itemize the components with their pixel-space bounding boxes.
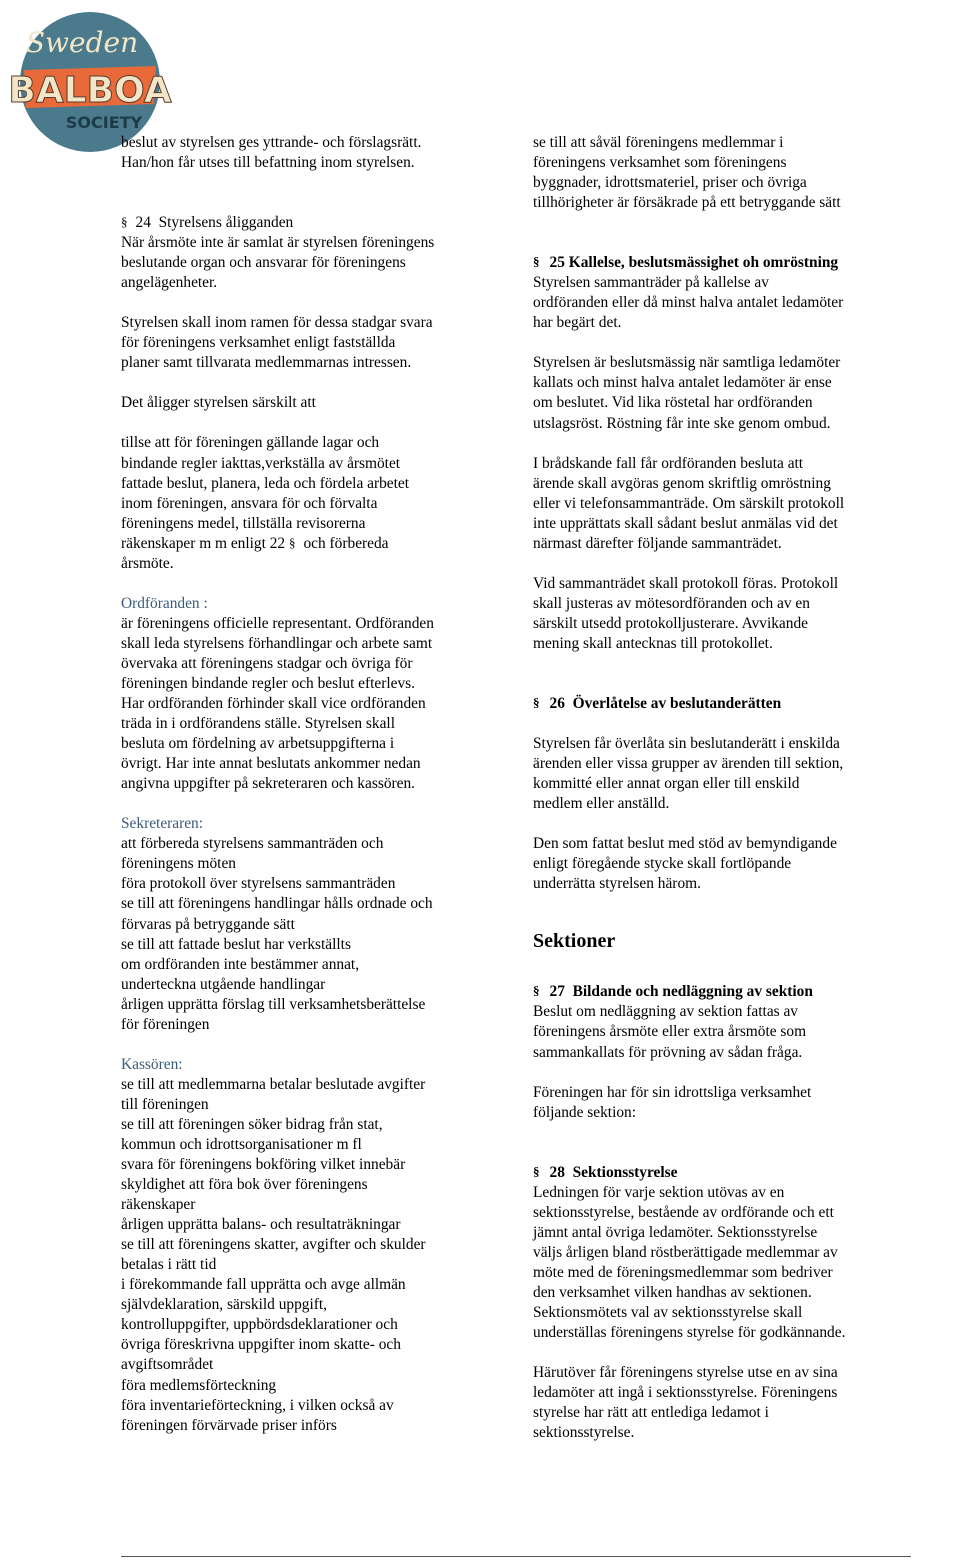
- section-24-paragraph-1: När årsmöte inte är samlat är styrelsen föreningens beslutande organ och ansvarar för föreningens angelägenheter.: [121, 234, 435, 292]
- sektioner-heading: Sektioner: [533, 930, 616, 953]
- section-symbol: §: [288, 534, 296, 550]
- section-24-heading: § 24 Styrelsens åligganden: [121, 214, 294, 232]
- secretary-label: Sekreteraren:: [121, 815, 204, 833]
- section-24-paragraph-2: Styrelsen skall inom ramen för dessa stadgar svara för föreningens verksamhet enligt fastställda planer samt tillvarata medlemmarnas intressen.: [121, 314, 433, 372]
- section-24-paragraph-3: Det åligger styrelsen särskilt att: [121, 394, 316, 412]
- treasurer-duties: se till att medlemmarna betalar beslutade avgifter till föreningen se till att föreningen söker bidrag från stat, kommun och idrottsorganisationer m fl svara för föreningens bokföring vilket innebär skyldighet att föra bok över föreningens räkenskaper årligen upprätta balans- och resultaträkningar se till att föreningens skatter, avgifter och skulder betalas i rätt tid i förekommande fall upprätta och avge allmän självdeklaration, särskild uppgift, kontrolluppgifter, uppbördsdeklarationer och övriga föreskrivna uppgifter inom skatte- och avgiftsområdet föra medlemsförteckning föra inventarieförteckning, i vilken också av föreningen förvärvade priser införs: [121, 1075, 426, 1434]
- right-column: [533, 133, 913, 1443]
- section-27-paragraph-1: Beslut om nedläggning av sektion fattas av föreningens årsmöte eller extra årsmöte som sammankallats för prövning av sådan fråga.: [533, 1003, 807, 1061]
- section-27-heading: § 27 Bildande och nedläggning av sektion: [533, 983, 813, 1001]
- logo-text-balboa: BALBOA: [8, 70, 172, 111]
- section-symbol: §: [533, 254, 540, 270]
- section-symbol: §: [533, 983, 540, 999]
- logo-text-society: SOCIETY: [65, 113, 143, 132]
- right-intro: se till att såväl föreningens medlemmar i föreningens verksamhet som föreningens byggnader, idrottsmateriel, priser och övriga tillhörigheter är försäkrade på ett betryggande sätt: [533, 134, 841, 212]
- section-25-paragraph-3: I brådskande fall får ordföranden besluta att ärende skall avgöras genom skriftlig omröstning eller vi telefonsammanträde. Om särskilt protokoll inte upprättats skall sådant beslut anmälas vid det närmast därefter följande sammanträdet.: [533, 454, 845, 552]
- left-intro: beslut av styrelsen ges yttrande- och förslagsrätt. Han/hon får utses till befattning inom styrelsen.: [121, 134, 422, 172]
- section-26-paragraph-1: Styrelsen får överlåta sin beslutanderätt i enskilda ärenden eller vissa grupper av ärenden till sektion, kommitté eller annat organ eller till enskild medlem eller anställd.: [533, 735, 844, 813]
- section-26-paragraph-2: Den som fattat beslut med stöd av bemyndigande enligt föregående stycke skall fortlöpande underrätta styrelsen härom.: [533, 835, 837, 893]
- chair-duties: är föreningens officielle representant. Ordföranden skall leda styrelsens förhandlingar och arbete samt övervaka att föreningens stadgar och övriga för föreningen bindande regler och beslut efterlevs. Har ordföranden förhinder skall vice ordföranden träda in i ordförandens ställe. Styrelsen skall besluta om fördelning av arbetsuppgifterna i övrigt. Har inte annat beslutats ankommer nedan angivna uppgifter på sekreteraren och kassören.: [121, 614, 434, 793]
- section-25-paragraph-2: Styrelsen är beslutsmässig när samtliga ledamöter kallats och minst halva antalet ledamöter är ense om beslutet. Vid lika röstetal har ordföranden utslagsröst. Röstning får inte ske genom ombud.: [533, 354, 841, 432]
- section-25-paragraph-4: Vid sammanträdet skall protokoll föras. Protokoll skall justeras av mötesordföranden och av en särskilt utsedd protokolljusterare. Avvikande mening skall antecknas till protokollet.: [533, 574, 839, 652]
- section-symbol: §: [533, 694, 540, 710]
- section-symbol: §: [533, 1163, 540, 1179]
- section-25-heading: § 25 Kallelse, beslutsmässighet oh omröstning: [533, 254, 839, 272]
- section-symbol: §: [121, 214, 128, 230]
- footer-rule: [121, 1556, 911, 1557]
- sweden-balboa-society-logo: [4, 4, 176, 154]
- logo-text-sweden: Sweden: [25, 26, 139, 59]
- section-24-paragraph-4: tillse att för föreningen gällande lagar och bindande regler iakttas,verkställa av årsmötet fattade beslut, planera, leda och fördela arbetet inom föreningen, ansvara för och förvalta föreningens medel, tillställa revisorerna räkenskaper m m enligt 22 § och förbereda årsmöte.: [121, 434, 409, 572]
- section-26-heading: § 26 Överlåtelse av beslutanderätten: [533, 694, 782, 712]
- left-column: [121, 133, 501, 1436]
- section-28-heading: § 28 Sektionsstyrelse: [533, 1163, 678, 1181]
- chair-label: Ordföranden :: [121, 594, 208, 612]
- section-28-paragraph-1: Ledningen för varje sektion utövas av en sektionsstyrelse, bestående av ordförande och ett jämnt antal övriga ledamöter. Sektionsstyrelse väljs årligen bland röstberättigade medlemmar av möte med de föreningsmedlemmar som bedriver den verksamhet vilken handhas av sektionen. Sektionsmötets val av sektionsstyrelse skall underställas föreningens styrelse för godkännande.: [533, 1183, 846, 1342]
- secretary-duties: att förbereda styrelsens sammanträden och föreningens möten föra protokoll över styrelsens sammanträden se till att föreningens handlingar hålls ordnade och förvaras på betryggande sätt se till att fattade beslut har verkställts om ordföranden inte bestämmer annat, underteckna utgående handlingar årligen upprätta förslag till verksamhetsberättelse för föreningen: [121, 835, 433, 1033]
- section-28-paragraph-2: Härutöver får föreningens styrelse utse en av sina ledamöter att ingå i sektionsstyrelse. Föreningens styrelse har rätt att entlediga ledamot i sektionsstyrelse.: [533, 1364, 838, 1442]
- section-25-paragraph-1: Styrelsen sammanträder på kallelse av ordföranden eller då minst halva antalet ledamöter har begärt det.: [533, 274, 844, 332]
- section-27-paragraph-2: Föreningen har för sin idrottsliga verksamhet följande sektion:: [533, 1083, 812, 1121]
- treasurer-label: Kassören:: [121, 1055, 183, 1073]
